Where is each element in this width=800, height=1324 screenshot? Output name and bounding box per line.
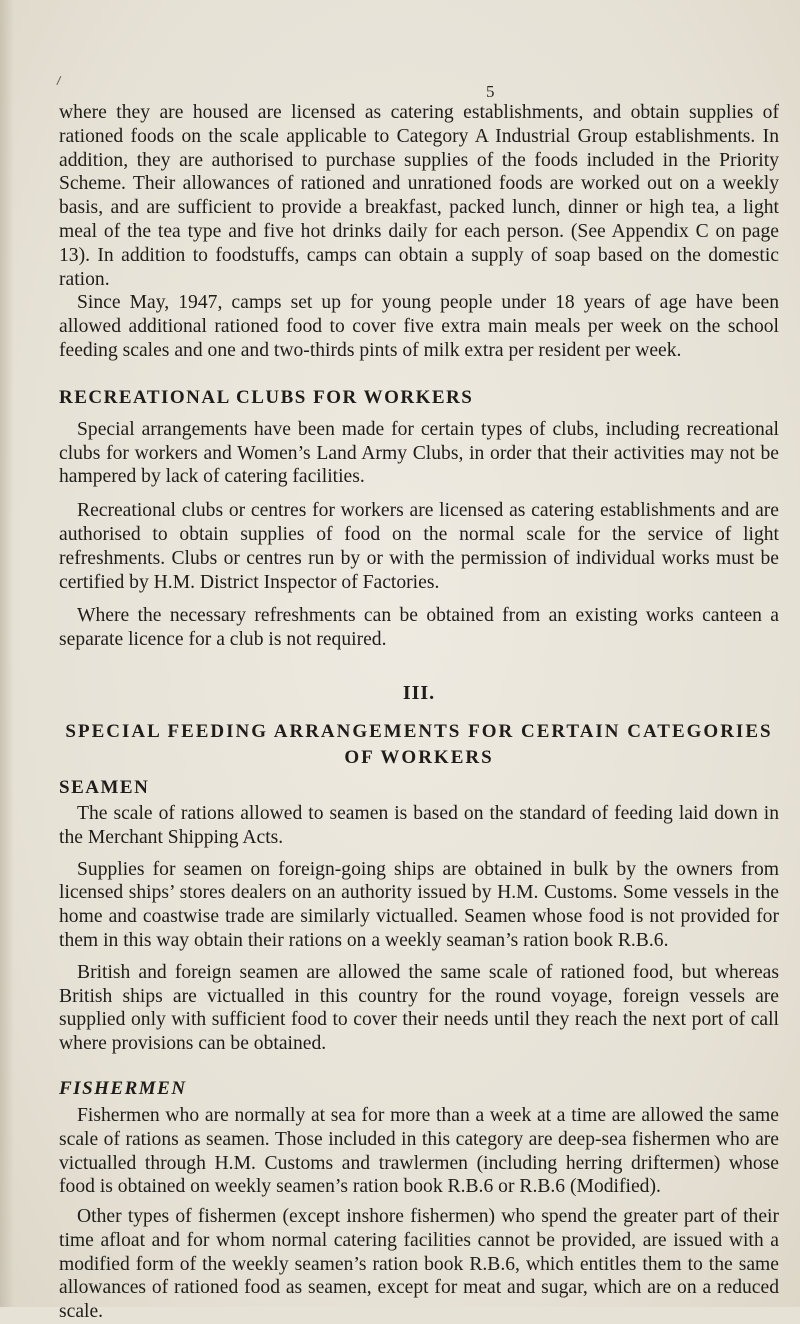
fishermen-paragraph-1: Fishermen who are normally at sea for more than a week at a time are allowed the same scale of rations as seamen. Those included in this category are deep-sea fishermen who are victualled through H.M. Customs and trawlermen (including herring driftermen) whose food is obtained on weekly seamen’s ration book R.B.6 or R.B.6 (Modified). [59, 1104, 779, 1198]
section-numeral: III. [402, 681, 436, 704]
seamen-paragraph-3: British and foreign seamen are allowed the same scale of rationed food, but whereas British ships are victualled in this country for the round voyage, foreign vessels are supplied only with sufficient food to cover their needs until they reach the next port of call where provisions can be obtained. [59, 961, 779, 1055]
recreational-paragraph-1: Special arrangements have been made for certain types of clubs, including recreational clubs for workers and Women’s Land Army Clubs, in order that their activities may not be hampered by lack of catering facilities. [59, 418, 779, 488]
seamen-heading: SEAMEN [59, 776, 150, 798]
recreational-paragraph-3: Where the necessary refreshments can be obtained from an existing works canteen a separate licence for a club is not required. [59, 605, 779, 651]
section-heading-line-2: OF WORKERS [344, 746, 494, 768]
recreational-paragraph-2: Recreational clubs or centres for workers are licensed as catering establishments and are authorised to obtain supplies of food on the normal scale for the service of light refreshments. Clubs or centres run by or with the permission of individual works must be certified by H.M. District Inspector of Factories. [59, 500, 779, 593]
fishermen-paragraph-2: Other types of fishermen (except inshore fishermen) who spend the greater part of their time afloat and for whom normal catering facilities cannot be provided, are issued with a modified form of the weekly seamen’s ration book R.B.6, which entitles them to the same allowances of rationed food as seamen, except for meat and sugar, which are on a reduced scale. [59, 1206, 779, 1323]
section-heading-line-1: SPECIAL FEEDING ARRANGEMENTS FOR CERTAIN CATEGORIES [65, 720, 773, 742]
page-number: 5 [486, 82, 495, 101]
seamen-paragraph-1: The scale of rations allowed to seamen is based on the standard of feeding laid down in the Merchant Shipping Acts. [59, 802, 779, 848]
intro-paragraph-1: where they are housed are licensed as catering establishments, and obtain supplies of rationed foods on the scale applicable to Category A Industrial Group establishments. In addition, they are authorised to purchase supplies of the foods included in the Priority Scheme. Their allowances of rationed and unrationed foods are worked out on a weekly basis, and are sufficient to provide a breakfast, packed lunch, dinner or high tea, a light meal of the tea type and five hot drinks daily for each person. (See Appendix C on page 13). In addition to foodstuffs, camps can obtain a supply of soap based on the domestic ration. [59, 102, 779, 290]
intro-paragraph-2: Since May, 1947, camps set up for young people under 18 years of age have been allowed additional rationed food to cover five extra main meals per week on the school feeding scales and one and two-thirds pints of milk extra per resident per week. [59, 292, 779, 361]
fishermen-heading: FISHERMEN [59, 1077, 187, 1099]
seamen-paragraph-2: Supplies for seamen on foreign-going ships are obtained in bulk by the owners from licensed ships’ stores dealers on an authority issued by H.M. Customs. Some vessels in the home and coastwise trade are similarly victualled. Seamen whose food is not provided for them in this way obtain their rations on a weekly seaman’s ration book R.B.6. [59, 858, 779, 951]
recreational-clubs-heading: RECREATIONAL CLUBS FOR WORKERS [59, 386, 474, 408]
page-edge-shadow [0, 0, 14, 1307]
page-content [59, 101, 779, 1324]
pencil-mark: ⸝ [49, 64, 66, 89]
